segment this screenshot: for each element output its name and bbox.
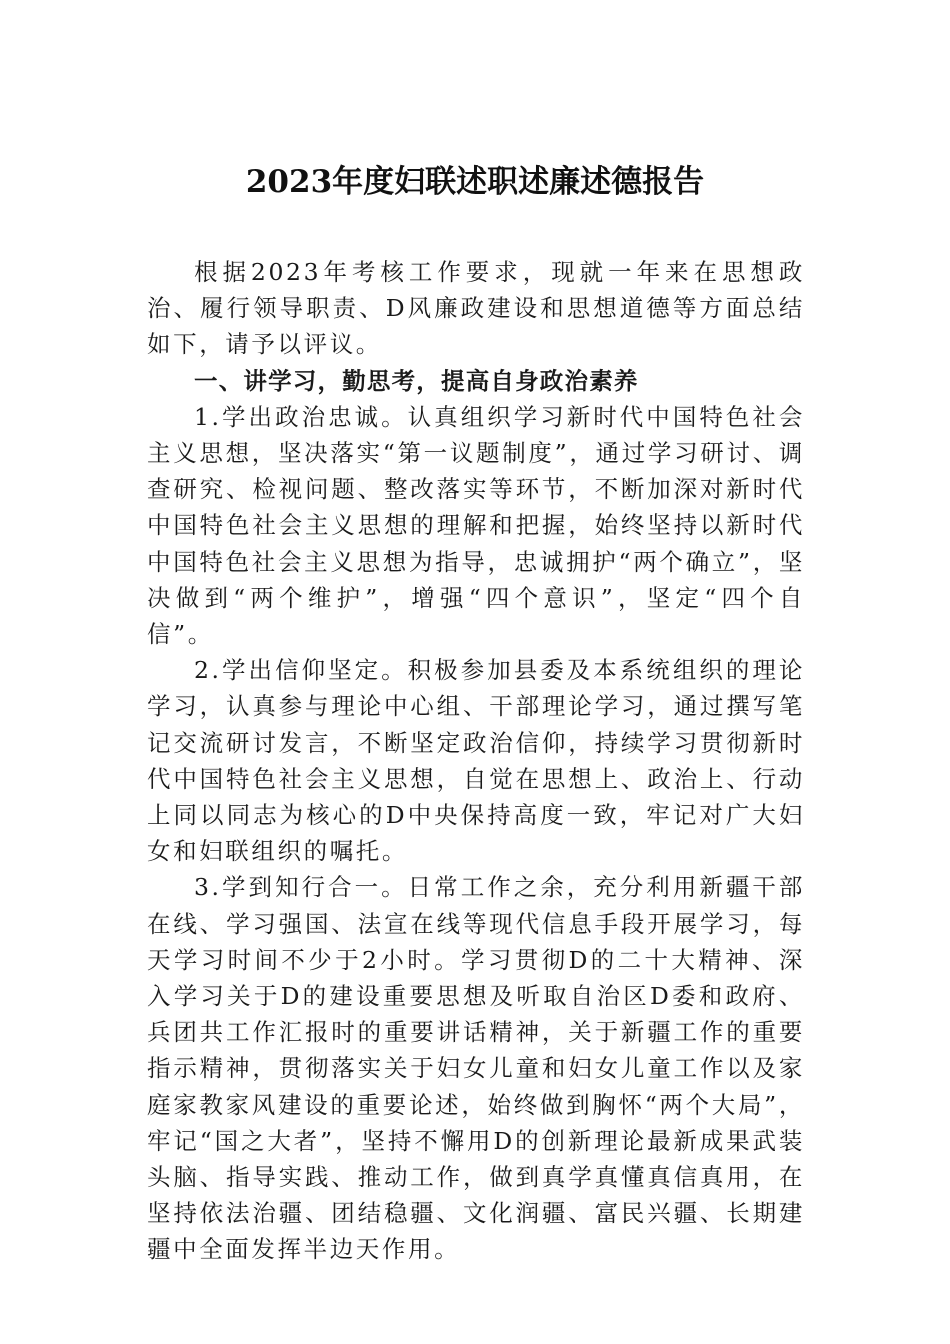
paragraph-2: 2.学出信仰坚定。积极参加县委及本系统组织的理论学习，认真参与理论中心组、干部理论学习，通过撰写笔记交流研讨发言，不断坚定政治信仰，持续学习贯彻新时代中国特色社会主义思想，自觉在思想上、政治上、行动上同以同志为核心的D中央保持高度一致，牢记对广大妇女和妇联组织的嘱托。 [147,656,805,866]
intro-paragraph: 根据2023年考核工作要求，现就一年来在思想政治、履行领导职责、D风廉政建设和思想道德等方面总结如下，请予以评议。 [147,258,805,359]
paragraph-1: 1.学出政治忠诚。认真组织学习新时代中国特色社会主义思想，坚决落实“第一议题制度”，通过学习研讨、调查研究、检视问题、整改落实等环节，不断加深对新时代中国特色社会主义思想的理解和把握，始终坚持以新时代中国特色社会主义思想为指导，忠诚拥护“两个确立”，坚决做到“两个维护”，增强“四个意识”，坚定“四个自信”。 [147,402,805,649]
paragraph-3: 3.学到知行合一。日常工作之余，充分利用新疆干部在线、学习强国、法宣在线等现代信息手段开展学习，每天学习时间不少于2小时。学习贯彻D的二十大精神、深入学习关于D的建设重要思想及听取自治区D委和政府、兵团共工作汇报时的重要讲话精神，关于新疆工作的重要指示精神，贯彻落实关于妇女儿童和妇女儿童工作以及家庭家教家风建设的重要论述，始终做到胸怀“两个大局”，牢记“国之大者”，坚持不懈用D的创新理论最新成果武装头脑、指导实践、推动工作，做到真学真懂真信真用，在坚持依法治疆、团结稳疆、文化润疆、富民兴疆、长期建疆中全面发挥半边天作用。 [147,873,805,1264]
section-heading: 一、讲学习，勤思考，提高自身政治素养 [194,366,639,395]
document-title: 2023年度妇联述职述廉述德报告 [245,164,705,200]
document-body [147,254,805,1268]
